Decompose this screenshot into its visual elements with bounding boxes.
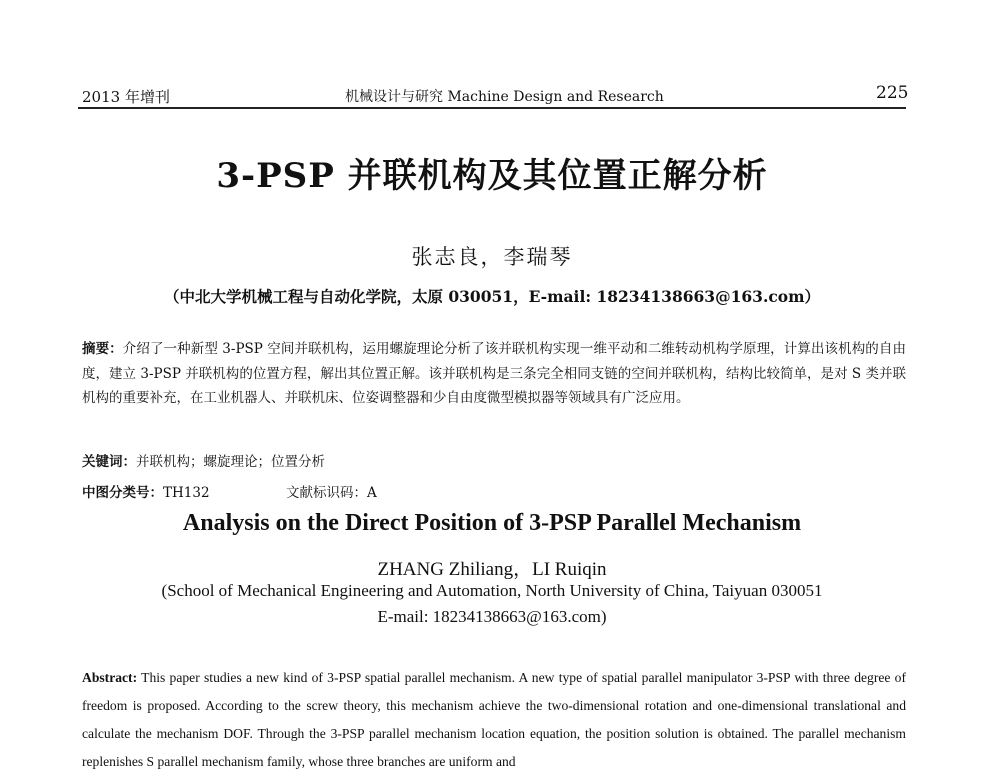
english-abstract-label: Abstract: [82,670,138,685]
running-header-left: 2013 年增刊 [82,88,170,106]
english-email: E-mail: 18234138663@163.com) [377,607,607,626]
classification-label: 中图分类号： [82,485,163,501]
page-number: 225 [876,83,909,103]
header-rule [78,107,906,109]
chinese-keywords [82,450,325,470]
classification [82,481,210,501]
chinese-affiliation: （中北大学机械工程与自动化学院，太原 030051，E-mail: 18234138663@163.com） [163,287,821,306]
chinese-abstract [82,337,906,411]
keywords-text: 并联机构；螺旋理论；位置分析 [136,454,325,470]
english-title: Analysis on the Direct Position of 3-PSP Parallel Mechanism [182,510,802,536]
document-code-value: A [367,485,377,501]
running-header-journal: 机械设计与研究 Machine Design and Research [345,89,664,105]
chinese-authors: 张志良，李瑞琴 [411,245,573,269]
chinese-abstract-label: 摘要： [82,341,123,357]
keywords-label: 关键词： [82,454,136,470]
classification-number: TH132 [163,485,210,501]
document-code-label: 文献标识码： [286,485,367,501]
chinese-title: 3-PSP 并联机构及其位置正解分析 [216,156,768,196]
chinese-abstract-text: 介绍了一种新型 3-PSP 空间并联机构，运用螺旋理论分析了该并联机构实现一维平动和二维转动机构学原理，计算出该机构的自由度，建立 3-PSP 并联机构的位置方程，解出其位置正解。该并联机构是三条完全相同支链的空间并联机构，结构比较简单，是对 S 类并联机构的重要补充，在工业机器人、并联机床、位姿调整器和少自由度微型模拟器等领域具有广泛应用。 [82,341,906,406]
english-abstract [82,664,906,776]
english-affiliation: (School of Mechanical Engineering and Automation, North University of China, Taiyuan 030051 [161,581,823,600]
english-authors: ZHANG Zhiliang，LI Ruiqin [377,559,607,580]
document-code [286,481,377,501]
english-abstract-text: This paper studies a new kind of 3-PSP spatial parallel mechanism. A new type of spatial parallel manipulator 3-PSP with three degree of freedom is proposed. According to the screw theory, this mechanism achieve the two-dimensional rotation and one-dimensional translational and calculate the mechanism DOF. Through the 3-PSP parallel mechanism location equation, the position solution is obtained. The parallel mechanism replenishes S parallel mechanism family, whose three branches are uniform and [82,670,906,769]
